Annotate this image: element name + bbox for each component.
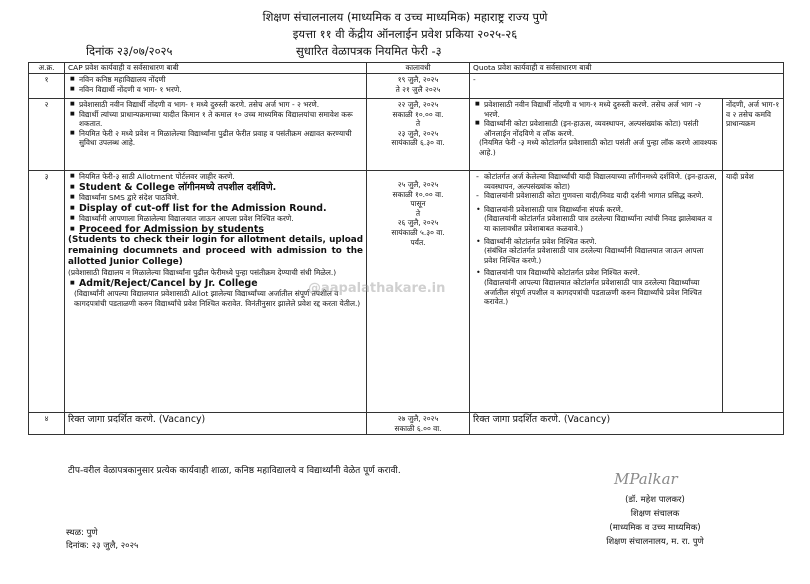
col-cap: CAP प्रवेश कार्यवाही व सर्वसाधारण बाबी xyxy=(65,63,367,74)
list-item: ■ नविन कनिष्ठ महाविद्यालय नोंदणी xyxy=(79,75,363,85)
period-line: सकाळी १०.०० वा. xyxy=(392,109,444,119)
schedule-subtitle: सुधारित वेळापत्रक नियमित फेरी -३ xyxy=(296,44,442,58)
list-item xyxy=(484,205,719,234)
list-item: ■ विद्यार्थ्यांनी कोटा प्रवेशासाठी (इन-हाऊस, व्यवस्थापन, अल्पसंख्यांक कोटा) पसंती ऑनलाईन नोंदविणे व लॉक करणे. xyxy=(484,119,719,138)
row-sr: १ xyxy=(29,74,65,99)
period-line: ते २१ जुलै २०२५ xyxy=(395,84,441,94)
list-item: - विद्यालयांनी प्रवेशासाठी कोटा गुणवत्ता यादी/निवड यादी दर्शनी भागात प्रसिद्ध करणे. xyxy=(484,191,719,201)
table-row xyxy=(29,99,784,171)
period-line: ते xyxy=(415,208,421,218)
table-header-row xyxy=(29,63,784,74)
table-row xyxy=(29,413,784,435)
row-quota: - xyxy=(470,74,784,99)
watermark: @aapalathakare.in xyxy=(308,281,446,296)
list-item: ■ विद्यार्थ्यांनी आपणाला मिळालेल्या विद्यालयात जाऊन आपला प्रवेश निश्चित करणे. xyxy=(79,214,363,224)
col-period: कालावधी xyxy=(367,63,470,74)
row-quota xyxy=(470,99,723,171)
table-row xyxy=(29,74,784,99)
list-item xyxy=(484,268,719,306)
college-action-note: (विद्यार्थ्यांनी आपल्या विद्यालयात प्रवेशासाठी Allot झालेल्या विद्यार्थ्यांच्या अर्जातील संपूर्ण तपशील व कागदपत्रांची पडताळणी करुन विद्यार्थ्यांचे प्रवेश निश्चित करावेत. विनंतीनुसार झालेले प्रवेश रद्द करता येतील.) xyxy=(74,289,361,308)
quota-step-note: (विद्यालयांनी आपल्या विद्यालयात कोटांतर्गत प्रवेशासाठी पात्र ठरलेल्या विद्यार्थ्यांच्या अर्जातील संपूर्ण तपशील व कागदपत्रांची पडताळणी करुन विद्यार्थ्यांचे प्रवेश निश्चित करावेत.) xyxy=(484,277,702,307)
list-item xyxy=(484,237,719,266)
period-line: २२ जुलै, २०२५ xyxy=(397,100,439,109)
list-item: ■ नविन विद्यार्थी नोंदणी व भाग- १ भरणे. xyxy=(79,85,363,95)
signature-mark xyxy=(612,466,702,492)
quota-step-note: (संबंधित कोटांतर्गत प्रवेशासाठी पात्र ठरलेल्या विद्यार्थ्यांनी विद्यालयात जाऊन आपला प्रवेश निश्चित करणे.) xyxy=(484,246,704,265)
row-period xyxy=(367,99,470,171)
list-item: ■ Display of cut-off list for the Admission Round. xyxy=(79,203,363,215)
row-side: यादी प्रवेश xyxy=(723,171,784,413)
row-quota: रिक्त जागा प्रदर्शित करणे. (Vacancy) xyxy=(470,413,784,435)
row-period xyxy=(367,413,470,435)
signatory-designation: शिक्षण संचालक xyxy=(630,509,680,519)
list-item: ■ प्रवेशासाठी नवीन विद्यार्थी नोंदणी व भाग- १ मध्ये दुरुस्ती करणे. तसेच अर्ज भाग - २ भरणे. xyxy=(79,100,363,110)
period-line: ते xyxy=(415,119,421,129)
period-line: पर्यंत. xyxy=(410,237,426,247)
signature-text: MPalkar xyxy=(614,470,678,488)
footer-place: स्थळ: पुणे xyxy=(66,528,98,538)
period-line: सायंकाळी ५.३० वा. xyxy=(391,227,445,237)
signatory-name: (डॉ. महेश पालकर) xyxy=(625,495,685,505)
list-item: ■ विद्यार्थी त्यांच्या प्राधान्यक्रमाच्या यादीत किमान १ ते कमाल १० उच्च माध्यमिक विद्यालयांचा समावेश करू शकतात. xyxy=(79,110,363,129)
row-sr: ३ xyxy=(29,171,65,413)
schedule-table xyxy=(28,62,784,435)
list-item: ■ नियमित फेरी-३ साठी Allotment पोर्टलवर जाहीर करणे. xyxy=(79,172,363,182)
footer-note: टीप-वरील वेळापत्रकानुसार प्रत्येक कार्यवाही शाळा, कनिष्ठ महाविद्यालये व विद्यार्थ्यांनी वेळेत पूर्ण करावी. xyxy=(68,466,401,476)
list-item: ■ विद्यार्थ्यांना SMS द्वारे संदेश पाठविणे. xyxy=(79,193,363,203)
row-sr: २ xyxy=(29,99,65,171)
admission-instructions: (Students to check their login for allotment details, upload remaining documnets and proceed with admission to the allotted Junior College) xyxy=(68,235,363,268)
row-side: नोंदणी, अर्ज भाग-१ व २ तसेच कमवि प्राधान्यक्रम xyxy=(723,99,784,171)
header-date: दिनांक २३/०७/२०२५ xyxy=(86,44,173,58)
period-line: सकाळी ६.०० वा. xyxy=(394,423,442,433)
period-line: २७ जुलै, २०२५ xyxy=(397,414,439,423)
period-line: १९ जुलै, २०२५ xyxy=(397,75,439,84)
list-item: ■ Admit/Reject/Cancel by Jr. College xyxy=(79,278,363,290)
office-title: शिक्षण संचालनालय (माध्यमिक व उच्च माध्यमिक) महाराष्ट्र राज्य पुणे xyxy=(262,10,548,24)
period-line: २५ जुलै, २०२५ xyxy=(397,180,439,189)
col-sr: अ.क्र. xyxy=(29,63,65,74)
period-line: पासून xyxy=(410,199,426,209)
quota-step: विद्यालयांनी पात्र विद्यार्थ्यांचे कोटांतर्गत प्रवेश निश्चित करणे. xyxy=(484,268,640,278)
period-line: सकाळी १०.०० वा. xyxy=(392,189,444,199)
list-item: ■ प्रवेशासाठी नवीन विद्यार्थी नोंदणी व भाग-१ मध्ये दुरुस्ती करणे. तसेच अर्ज भाग -२ भरणे. xyxy=(484,100,719,119)
admission-note: (प्रवेशासाठी विद्यालय न मिळालेल्या विद्यार्थ्यांना पुढील फेरीमध्ये पुन्हा पसंतीक्रम देण्याची संधी मिळेल.) xyxy=(68,268,337,278)
quota-step-note: (विद्यालयांनी कोटांतर्गत प्रवेशासाठी पात्र ठरलेल्या विद्यार्थ्यांना त्यांची निवड झालेबाबत व या कालावधीत प्रवेशाबाबत कळवावे.) xyxy=(484,214,713,233)
footer-date: दिनांक: २३ जुलै, २०२५ xyxy=(66,541,139,551)
period-line: २३ जुलै, २०२५ xyxy=(397,128,439,138)
row-quota xyxy=(470,171,723,413)
period-line: सायंकाळी ६.३० वा. xyxy=(391,138,445,148)
list-item: ■ Proceed for Admission by students xyxy=(79,224,363,236)
signatory-office: शिक्षण संचालनालय, म. रा. पुणे xyxy=(606,537,704,547)
process-title: इयत्ता ११ वी केंद्रीय ऑनलाईन प्रवेश प्रकिया २०२५-२६ xyxy=(292,27,518,41)
period-line: २६ जुलै, २०२५ xyxy=(397,218,439,228)
row-cap xyxy=(65,99,367,171)
quota-step: विद्यालयांनी प्रवेशासाठी पात्र विद्यार्थ्यांना संपर्क करणे. xyxy=(484,204,624,214)
row-period xyxy=(367,74,470,99)
quota-step: विद्यार्थ्यांनी कोटांतर्गत प्रवेश निश्चित करणे. xyxy=(484,236,597,246)
signatory-dept: (माध्यमिक व उच्च माध्यमिक) xyxy=(609,523,701,533)
list-item: - कोटांतर्गत अर्ज केलेल्या विद्यार्थ्यांची यादी विद्यालयाच्या लॉगीनमध्ये दर्शविणे. (इन-हाऊस, व्यवस्थापन, अल्पसंख्यांक कोटा) xyxy=(484,172,719,191)
row-sr: ४ xyxy=(29,413,65,435)
list-item: ■ नियमित फेरी २ मध्ये प्रवेश न मिळालेल्या विद्यार्थ्यांना पुढील फेरीत प्रवाह व पसंतीक्रम अद्यावत करण्याची सुविधा उपलब्ध आहे. xyxy=(79,129,363,148)
col-quota: Quota प्रवेश कार्यवाही व सर्वसाधारण बाबी xyxy=(470,63,784,74)
row-cap: रिक्त जागा प्रदर्शित करणे. (Vacancy) xyxy=(65,413,367,435)
row-cap xyxy=(65,74,367,99)
quota-note: (नियमित फेरी -३ मध्ये कोटांतर्गत प्रवेशासाठी कोटा पसंती अर्ज पुन्हा लॉक करणे आवश्यक आहे.) xyxy=(479,138,718,157)
list-item: ■ Student & College लॉगीनमध्ये तपशील दर्शविणे. xyxy=(79,182,363,194)
